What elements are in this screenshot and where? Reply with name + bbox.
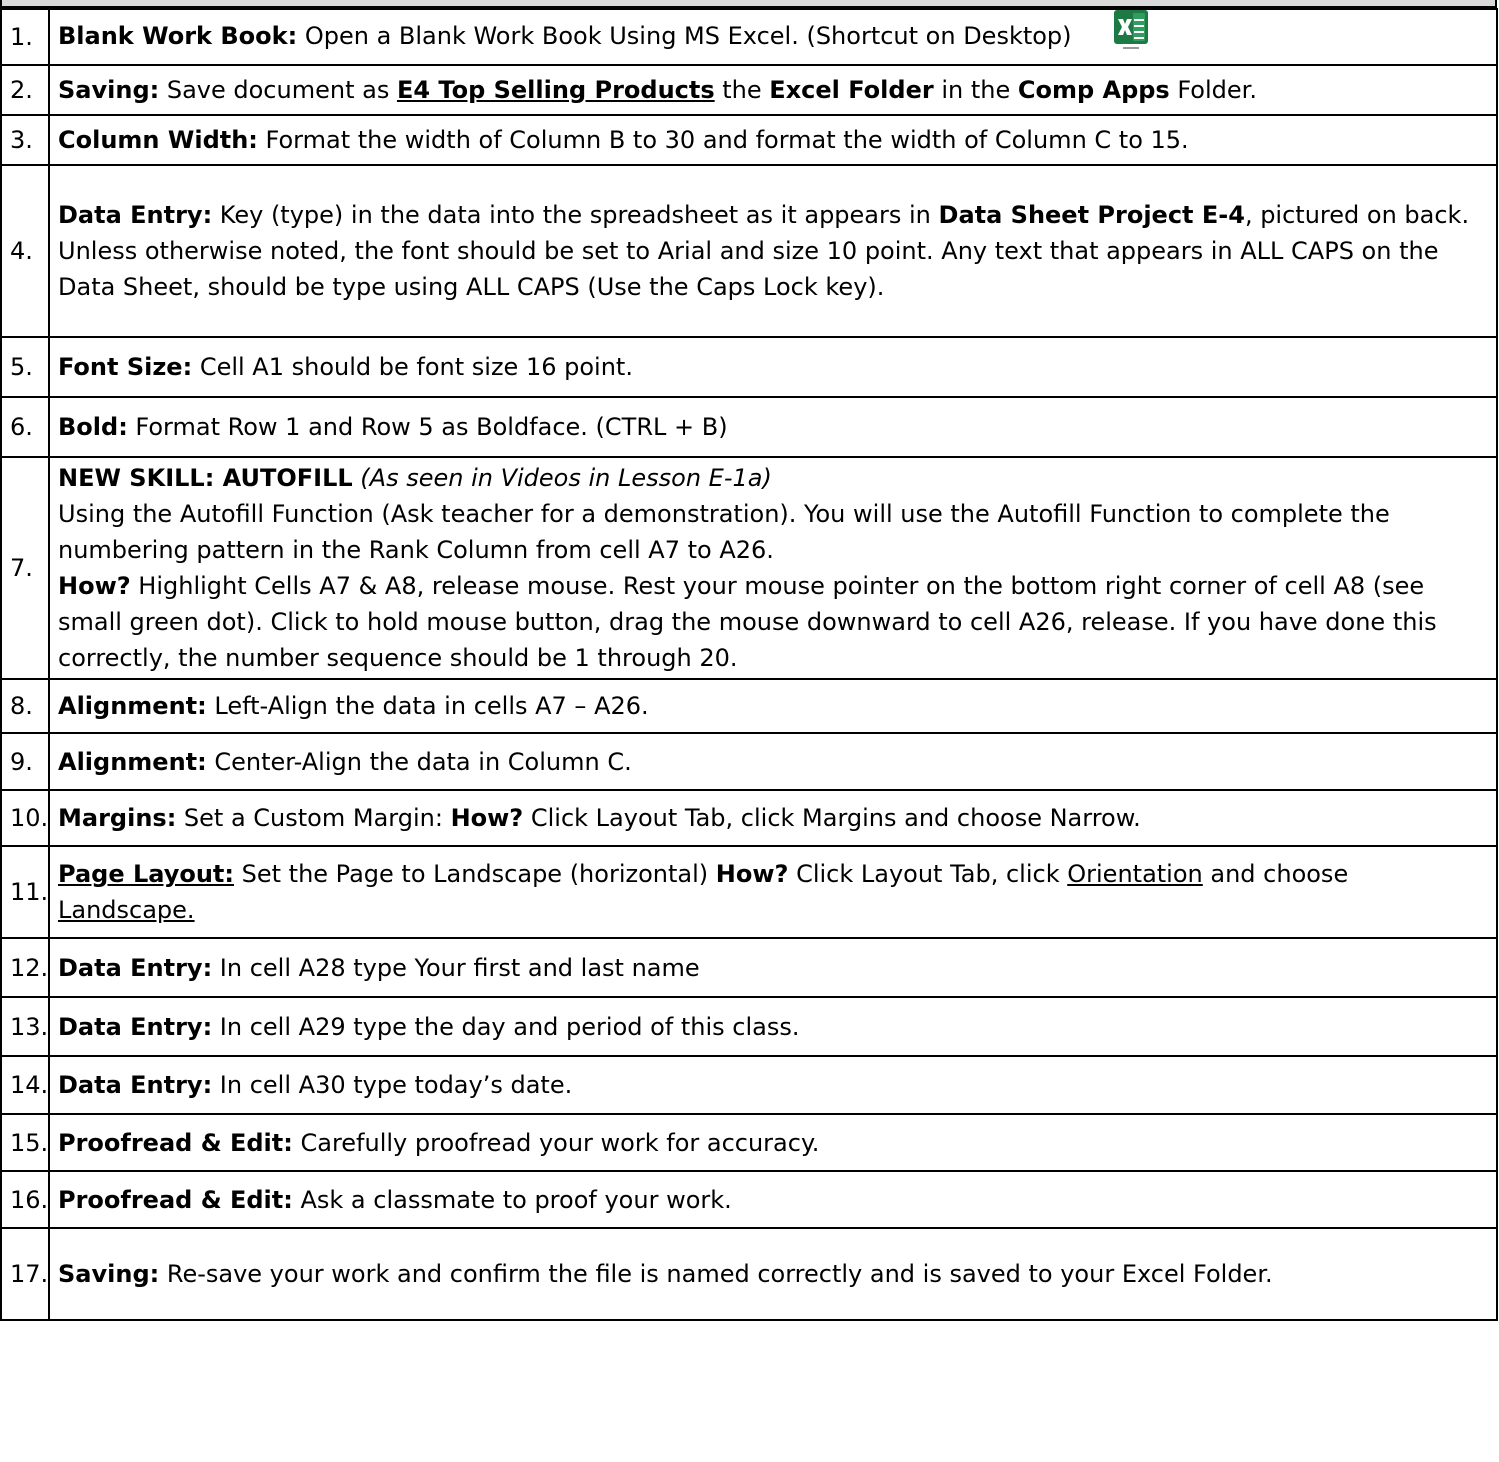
excel-icon (1114, 10, 1148, 60)
step-heading: Alignment: (58, 692, 207, 720)
step-heading: Proofread & Edit: (58, 1185, 293, 1214)
folder-name: Comp Apps (1017, 76, 1170, 104)
step-text (49, 337, 1497, 397)
step-body: Format Row 1 and Row 5 as Boldface. (CTRL + B) (127, 413, 728, 441)
table-row (1, 846, 1497, 938)
step-text (49, 938, 1497, 997)
step-text (49, 1056, 1497, 1114)
step-number: 11. (1, 846, 49, 938)
step-text (49, 1171, 1497, 1228)
step-number: 9. (1, 733, 49, 790)
step-body: In cell A30 type today’s date. (212, 1071, 573, 1099)
table-row (1, 1228, 1497, 1320)
table-row (1, 1114, 1497, 1171)
step-number: 14. (1, 1056, 49, 1114)
file-name: E4 Top Selling Products (396, 76, 715, 104)
step-heading: Data Entry: (58, 1071, 213, 1099)
table-row (1, 9, 1497, 65)
step-heading: Proofread & Edit: (58, 1128, 293, 1157)
how-label: How? (715, 860, 789, 888)
step-body: , pictured on back. Unless otherwise noted, the font should be set to Arial and size 10 point. Any text that appears in ALL CAPS on the Data Sheet, should be type using ALL CAPS (Use the Caps Lock key). (58, 201, 1470, 301)
step-heading: Data Entry: (58, 1012, 213, 1041)
step-note: (As seen in Videos in Lesson E-1a) (352, 464, 772, 492)
step-body: and choose (1202, 860, 1349, 888)
table-row (1, 65, 1497, 115)
step-text (49, 397, 1497, 457)
step-heading: Data Entry: (58, 953, 213, 982)
step-number: 3. (1, 115, 49, 165)
step-body: Highlight Cells A7 & A8, release mouse. Rest your mouse pointer on the bottom right corner of cell A8 (see small green dot). Click to hold mouse button, drag the mouse downward to cell A26, release. If you have done this correctly, the number sequence should be 1 through 20. (58, 572, 1437, 672)
table-row (1, 679, 1497, 733)
step-text (49, 165, 1497, 337)
step-body: Left-Align the data in cells A7 – A26. (206, 692, 649, 720)
steps-table (0, 8, 1498, 1321)
table-row (1, 397, 1497, 457)
step-text (49, 1228, 1497, 1320)
step-number: 2. (1, 65, 49, 115)
orientation-term: Orientation (1067, 860, 1203, 888)
step-text (49, 9, 1497, 65)
step-heading: Margins: (58, 804, 177, 832)
how-label: How? (450, 804, 524, 832)
step-body: Save document as (159, 76, 397, 104)
step-heading: Page Layout: (58, 860, 234, 888)
table-row (1, 938, 1497, 997)
step-text (49, 846, 1497, 938)
table-row (1, 165, 1497, 337)
step-heading: Data Entry: (58, 201, 213, 229)
step-number: 6. (1, 397, 49, 457)
table-row (1, 1056, 1497, 1114)
step-number: 17. (1, 1228, 49, 1320)
step-body: Format the width of Column B to 30 and format the width of Column C to 15. (257, 126, 1189, 154)
step-number: 8. (1, 679, 49, 733)
step-number: 10. (1, 790, 49, 846)
step-body: Carefully proofread your work for accuracy. (292, 1128, 820, 1157)
step-text (49, 733, 1497, 790)
step-text (49, 65, 1497, 115)
step-body: in the (933, 76, 1018, 104)
step-body: the (714, 76, 770, 104)
step-text (49, 115, 1497, 165)
step-heading: NEW SKILL: AUTOFILL (58, 464, 353, 492)
how-label: How? (58, 572, 131, 600)
step-body: Key (type) in the data into the spreadsheet as it appears in (212, 201, 939, 229)
step-heading: Column Width: (58, 126, 258, 154)
step-text (49, 457, 1497, 679)
table-row (1, 337, 1497, 397)
step-body: Click Layout Tab, click Margins and choose Narrow. (523, 804, 1141, 832)
table-row (1, 457, 1497, 679)
step-text (49, 1114, 1497, 1171)
step-body: Set a Custom Margin: (176, 804, 451, 832)
step-heading: Saving: (58, 76, 160, 104)
step-number: 15. (1, 1114, 49, 1171)
data-sheet-name: Data Sheet Project E-4 (938, 201, 1245, 229)
step-text (49, 790, 1497, 846)
table-row (1, 1171, 1497, 1228)
table-header-band (0, 0, 1497, 8)
landscape-term: Landscape. (58, 896, 195, 924)
step-number: 13. (1, 997, 49, 1056)
step-heading: Saving: (58, 1260, 160, 1288)
step-text (49, 997, 1497, 1056)
step-number: 12. (1, 938, 49, 997)
step-heading: Bold: (58, 413, 128, 441)
table-row (1, 790, 1497, 846)
step-body: In cell A28 type Your first and last name (212, 953, 700, 982)
step-body: Folder. (1169, 76, 1257, 104)
step-body: Re-save your work and confirm the file is named correctly and is saved to your Excel Folder. (159, 1260, 1273, 1288)
step-number: 4. (1, 165, 49, 337)
step-heading: Alignment: (58, 747, 207, 776)
step-text (49, 679, 1497, 733)
step-body: Set the Page to Landscape (horizontal) (234, 860, 716, 888)
step-body: Ask a classmate to proof your work. (292, 1185, 732, 1214)
step-body: In cell A29 type the day and period of this class. (212, 1012, 800, 1041)
step-heading: Blank Work Book: (58, 22, 298, 50)
step-body: Using the Autofill Function (Ask teacher for a demonstration). You will use the Autofill Function to complete the numbering pattern in the Rank Column from cell A7 to A26. (58, 500, 1390, 564)
step-body: Center-Align the data in Column C. (206, 747, 632, 776)
table-row (1, 733, 1497, 790)
step-body: Open a Blank Work Book Using MS Excel. (Shortcut on Desktop) (297, 22, 1072, 50)
step-number: 7. (1, 457, 49, 679)
step-number: 5. (1, 337, 49, 397)
step-number: 16. (1, 1171, 49, 1228)
table-row (1, 115, 1497, 165)
folder-name: Excel Folder (769, 76, 934, 104)
step-number: 1. (1, 9, 49, 65)
step-body: Click Layout Tab, click (788, 860, 1068, 888)
table-row (1, 997, 1497, 1056)
step-heading: Font Size: (58, 353, 193, 381)
step-body: Cell A1 should be font size 16 point. (192, 353, 633, 381)
